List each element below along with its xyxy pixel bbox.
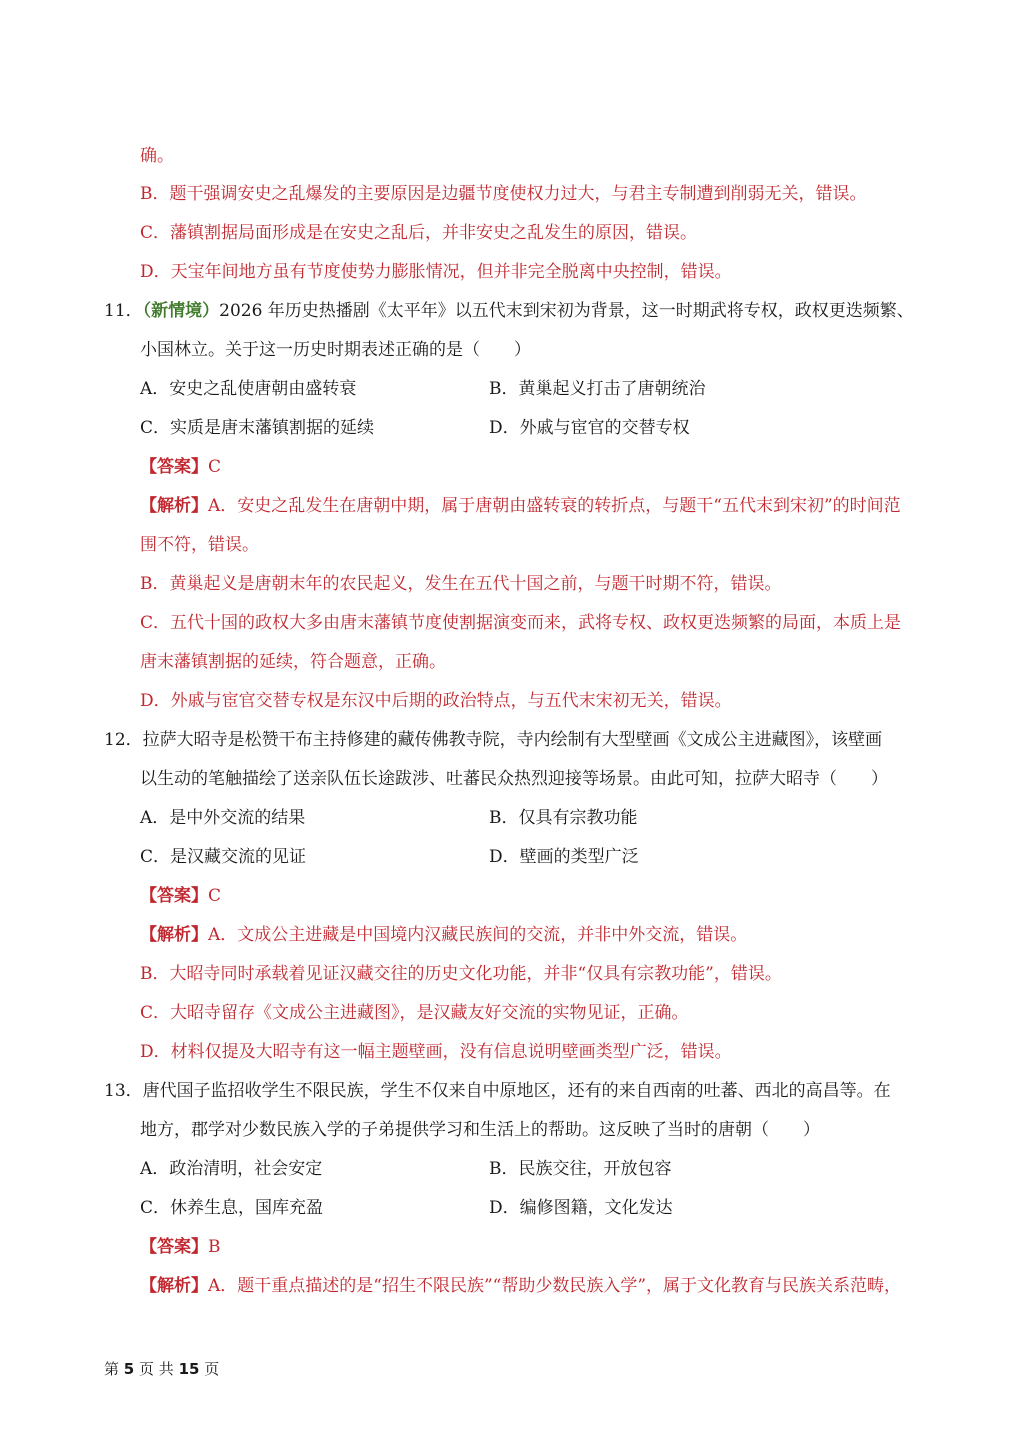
question-11-stem — [104, 299, 914, 323]
answer-label: 【答案】 — [140, 1237, 208, 1257]
q12-analysis-d: D．材料仅提及大昭寺有这一幅主题壁画，没有信息说明壁画类型广泛，错误。 — [140, 1042, 732, 1062]
question-number: 11． — [104, 301, 143, 321]
q11-answer — [140, 455, 221, 479]
q12-answer — [140, 884, 221, 908]
q12-analysis-a — [140, 923, 747, 947]
question-12-stem-cont: 以生动的笔触描绘了送亲队伍长途跋涉、吐蕃民众热烈迎接等场景。由此可知，拉萨大昭寺（ ） — [140, 769, 888, 789]
page-footer — [104, 1358, 219, 1379]
q12-option-b: B．仅具有宗教功能 — [489, 808, 638, 828]
q11-option-c: C．实质是唐末藩镇割据的延续 — [140, 418, 375, 438]
prev-explanation-d: D．天宝年间地方虽有节度使势力膨胀情况，但并非完全脱离中央控制，错误。 — [140, 262, 732, 282]
q11-option-d: D．外戚与宦官的交替专权 — [489, 418, 690, 438]
question-number: 13． — [104, 1081, 143, 1101]
q13-analysis-a — [140, 1274, 901, 1298]
footer-suffix: 页 — [204, 1360, 220, 1378]
analysis-text: A．文成公主进藏是中国境内汉藏民族间的交流，并非中外交流，错误。 — [208, 925, 748, 945]
q11-analysis-d: D．外戚与宦官交替专权是东汉中后期的政治特点，与五代末宋初无关，错误。 — [140, 691, 732, 711]
current-page-number: 5 — [123, 1360, 135, 1378]
q11-option-a: A．安史之乱使唐朝由盛转衰 — [140, 379, 357, 399]
question-number: 12． — [104, 730, 143, 750]
question-13-stem-cont: 地方，郡学对少数民族入学的子弟提供学习和生活上的帮助。这反映了当时的唐朝（ ） — [140, 1120, 820, 1140]
q13-option-d: D．编修图籍，文化发达 — [489, 1198, 673, 1218]
q11-analysis-b: B．黄巢起义是唐朝末年的农民起义，发生在五代十国之前，与题干时期不符，错误。 — [140, 574, 782, 594]
stem-text: 2026 年历史热播剧《太平年》以五代末到宋初为背景，这一时期武将专权，政权更迭频繁、 — [219, 301, 914, 321]
q13-answer — [140, 1235, 221, 1259]
q11-analysis-c: C．五代十国的政权大多由唐末藩镇节度使割据演变而来，武将专权、政权更迭频繁的局面，本质上是 — [140, 613, 902, 633]
question-13-stem — [104, 1079, 891, 1103]
q12-option-d: D．壁画的类型广泛 — [489, 847, 639, 867]
q13-option-b: B．民族交往，开放包容 — [489, 1159, 672, 1179]
question-12-stem — [104, 728, 882, 752]
answer-value: C — [208, 886, 222, 906]
q13-option-a: A．政治清明，社会安定 — [140, 1159, 323, 1179]
answer-value: B — [208, 1237, 221, 1257]
q11-option-b: B．黄巢起义打击了唐朝统治 — [489, 379, 706, 399]
analysis-text: A．安史之乱发生在唐朝中期，属于唐朝由盛转衰的转折点，与题干“五代末到宋初”的时间范 — [208, 496, 901, 516]
prev-explanation-b: B．题干强调安史之乱爆发的主要原因是边疆节度使权力过大，与君主专制遭到削弱无关，错误。 — [140, 184, 867, 204]
q11-analysis-a-cont: 围不符，错误。 — [140, 535, 259, 555]
q12-option-c: C．是汉藏交流的见证 — [140, 847, 307, 867]
answer-label: 【答案】 — [140, 886, 208, 906]
answer-value: C — [208, 457, 222, 477]
q13-option-c: C．休养生息，国库充盈 — [140, 1198, 324, 1218]
answer-label: 【答案】 — [140, 457, 208, 477]
footer-prefix: 第 — [104, 1360, 120, 1378]
question-11-stem-cont: 小国林立。关于这一历史时期表述正确的是（ ） — [140, 340, 531, 360]
q12-analysis-c: C．大昭寺留存《文成公主进藏图》，是汉藏友好交流的实物见证，正确。 — [140, 1003, 689, 1023]
new-context-tag: （新情境） — [142, 301, 220, 321]
analysis-label: 【解析】 — [140, 925, 208, 945]
analysis-label: 【解析】 — [140, 1276, 208, 1296]
q12-analysis-b: B．大昭寺同时承载着见证汉藏交往的历史文化功能，并非“仅具有宗教功能”，错误。 — [140, 964, 782, 984]
analysis-label: 【解析】 — [140, 496, 208, 516]
prev-explanation-a-end: 确。 — [140, 146, 174, 166]
q12-option-a: A．是中外交流的结果 — [140, 808, 306, 828]
footer-middle: 页 共 — [139, 1360, 174, 1378]
total-page-number: 15 — [178, 1360, 200, 1378]
stem-text: 拉萨大昭寺是松赞干布主持修建的藏传佛教寺院，寺内绘制有大型壁画《文成公主进藏图》，该壁画 — [142, 730, 883, 750]
q11-analysis-a — [140, 494, 901, 518]
q11-analysis-c-cont: 唐末藩镇割据的延续，符合题意，正确。 — [140, 652, 446, 672]
stem-text: 唐代国子监招收学生不限民族，学生不仅来自中原地区，还有的来自西南的吐蕃、西北的高昌等。在 — [142, 1081, 891, 1101]
analysis-text: A．题干重点描述的是“招生不限民族”“帮助少数民族入学”，属于文化教育与民族关系范畴， — [208, 1276, 902, 1296]
prev-explanation-c: C．藩镇割据局面形成是在安史之乱后，并非安史之乱发生的原因，错误。 — [140, 223, 698, 243]
